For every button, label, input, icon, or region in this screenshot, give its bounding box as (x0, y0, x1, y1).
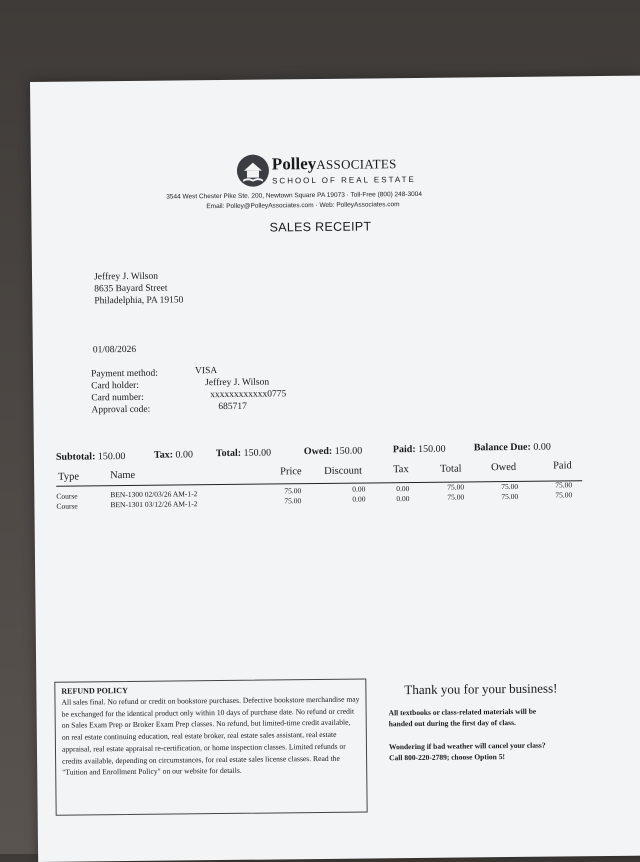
row-tax: 0.00 (396, 494, 410, 504)
paid-value: 150.00 (418, 443, 446, 455)
logo-name-associates: ASSOCIATES (316, 156, 397, 173)
tax-value: 0.00 (175, 449, 194, 461)
logo-name-polley: Polley (271, 154, 317, 174)
row-price: 75.00 (284, 496, 302, 506)
owed-label: Owed: (303, 445, 333, 458)
logo-subtitle: SCHOOL OF REAL ESTATE (272, 174, 416, 186)
receipt-paper (30, 76, 640, 862)
materials-note-line2: handed out during the first day of class. (388, 717, 516, 729)
col-tax: Tax (393, 464, 409, 476)
col-owed: Owed (491, 461, 517, 474)
customer-city: Philadelphia, PA 19150 (94, 295, 184, 307)
owed-value: 150.00 (334, 445, 363, 457)
card-number-value: xxxxxxxxxxxx0775 (210, 389, 287, 401)
refund-policy-text: All sales final. No refund or credit on bookstore purchases. Defective bookstore merchandise may be exchanged for the identical product only within 10 days of purchase date. No refund or credit on Sales Exam Prep or Broker Exam Prep classes. No refund, but limited-time credit available, on real estate continuing education, real estate broker, real estate sales assistant, real estate appraisal, real estate appraisal re-certification, or home inspection classes. Limited refunds or credits available, depending on circumstances, for real estate sales license classes. Read the "Tuition and Enrollment Policy" on our website for details. (61, 694, 360, 777)
subtotal-summary (56, 451, 126, 463)
paid-summary (393, 444, 446, 456)
thank-you-message: Thank you for your business! (404, 680, 558, 698)
card-number-label: Card number: (91, 392, 144, 404)
balance-value: 0.00 (533, 441, 551, 453)
contact-line: Email: Polley@PolleyAssociates.com · Web: PolleyAssociates.com (206, 201, 400, 211)
tax-summary (154, 449, 193, 460)
row-discount: 0.00 (352, 494, 366, 504)
weather-note-line2: Call 800-220-2789; choose Option 5! (389, 752, 505, 763)
col-paid: Paid (552, 460, 572, 472)
row-price: 75.00 (284, 486, 302, 496)
row-paid: 75.00 (555, 490, 573, 500)
refund-policy-title: REFUND POLICY (61, 686, 128, 696)
address-line: 3544 West Chester Pike Ste. 200, Newtown Square PA 19073 · Toll-Free (800) 248-3004 (166, 190, 423, 201)
approval-code-value: 685717 (218, 401, 247, 413)
row-total: 75.00 (447, 492, 465, 502)
row-paid: 75.00 (555, 480, 573, 490)
total-summary (216, 447, 271, 459)
receipt-date: 01/08/2026 (92, 344, 137, 356)
customer-street: 8635 Bayard Street (94, 283, 168, 295)
row-owed: 75.00 (501, 491, 519, 502)
row-total: 75.00 (447, 482, 465, 492)
balance-label: Balance Due: (473, 441, 531, 454)
subtotal-label: Subtotal: (55, 451, 96, 463)
balance-summary (474, 442, 551, 454)
logo-name (272, 153, 397, 174)
row-name: BEN-1301 03/12/26 AM-1-2 (110, 499, 198, 510)
company-logo (236, 152, 436, 190)
row-name: BEN-1300 02/03/26 AM-1-2 (110, 489, 198, 500)
tax-label: Tax: (153, 449, 174, 461)
row-tax: 0.00 (396, 484, 410, 494)
card-holder-value: Jeffrey J. Wilson (205, 377, 270, 389)
col-discount: Discount (324, 465, 363, 477)
total-label: Total: (215, 447, 242, 460)
customer-name: Jeffrey J. Wilson (93, 271, 159, 283)
approval-code-label: Approval code: (91, 404, 151, 416)
materials-note-line1: All textbooks or class-related materials will be (388, 706, 537, 718)
col-total: Total (440, 463, 462, 475)
owed-summary (304, 446, 362, 458)
row-type: Course (56, 491, 78, 501)
row-type: Course (56, 501, 78, 511)
doc-title: SALES RECEIPT (269, 219, 372, 235)
subtotal-value: 150.00 (97, 451, 126, 463)
col-price: Price (280, 466, 302, 478)
house-book-icon (236, 153, 270, 187)
payment-method-label: Payment method: (91, 368, 158, 380)
card-holder-label: Card holder: (91, 380, 140, 392)
row-discount: 0.00 (352, 484, 366, 494)
col-type: Type (58, 471, 80, 483)
col-name: Name (110, 469, 136, 482)
paid-label: Paid: (392, 443, 416, 456)
row-owed: 75.00 (501, 481, 519, 492)
refund-policy-box (54, 679, 367, 816)
total-value: 150.00 (243, 447, 272, 459)
payment-method-value: VISA (194, 366, 218, 377)
weather-note-line1: Wondering if bad weather will cancel your class? (388, 740, 546, 752)
